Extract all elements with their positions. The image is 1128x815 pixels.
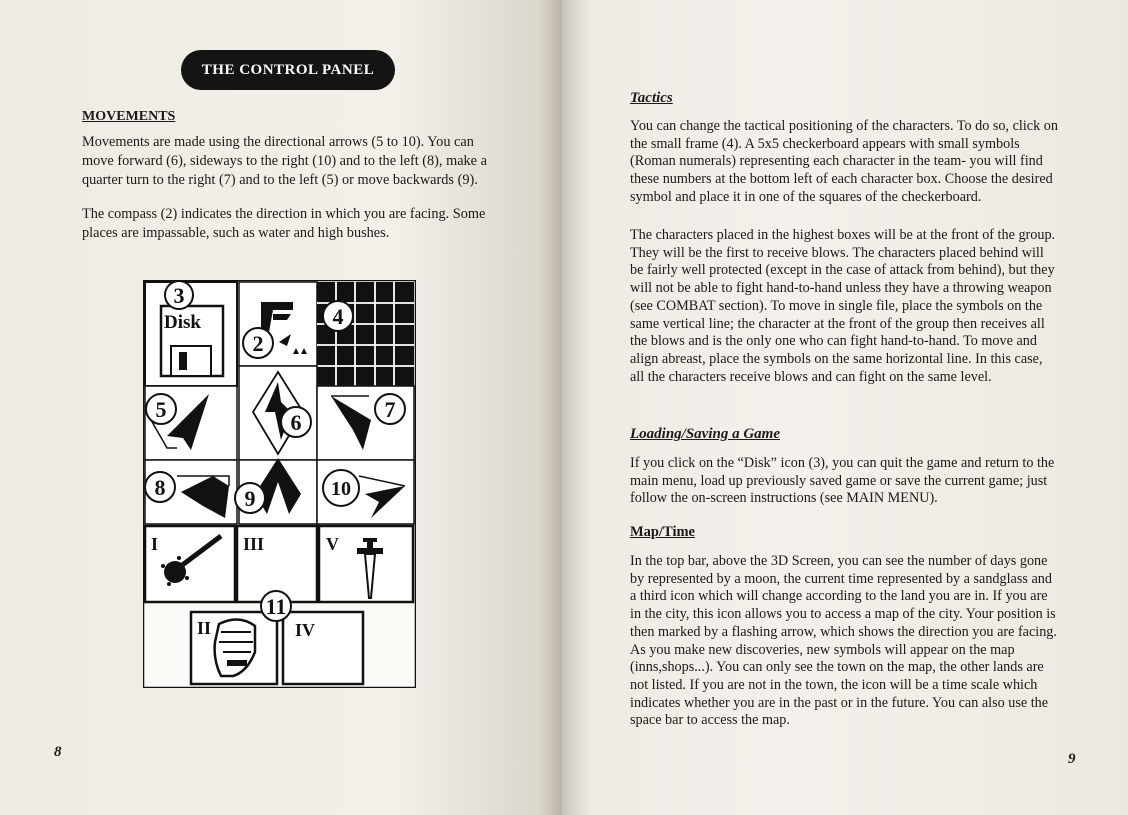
svg-text:II: II [197,618,212,638]
left-page [0,0,562,815]
tactics-heading: Tactics [630,90,673,106]
callout-7: 7 [384,397,396,422]
callout-8: 8 [154,475,166,500]
callout-2: 2 [252,331,264,356]
callout-10: 10 [331,478,351,500]
tactics-checkerboard-icon [317,282,414,386]
callout-4: 4 [332,304,344,329]
movements-heading: MOVEMENTS [82,109,176,124]
tactics-paragraph-2: The characters placed in the highest boxes will be at the front of the group. They will be the first to receive blows. The characters placed behind will be fairly well protected (except in the case of attack from behind), but they will not be able to fight hand-to-hand unless they have a throwing weapon (see COMBAT section). To move in single file, place the symbols on the same vertical line; the character at the front of the group then receives all the blows and is the only one who can fight hand-to-hand. To move and align abreast, place the symbols on the same horizontal line. In this case, all the characters receive blows and can fight on the same level. [630,227,1056,385]
svg-text:I: I [151,534,159,554]
tactics-paragraph-1: You can change the tactical positioning of the characters. To do so, click on the small frame (4). A 5x5 checkerboard appears with small symbols (Roman numerals) representing each character in the team- you will find these numbers at the bottom left of each character box. Choose the desired symbol and place it in one of the squares of the checkerboard. [630,118,1058,205]
character-box-I [145,526,235,602]
map-time-heading: Map/Time [630,524,695,540]
callout-3: 3 [173,283,185,308]
svg-text:IV: IV [295,620,316,640]
loading-saving-heading: Loading/Saving a Game [630,426,781,442]
control-panel-illustration [143,280,416,688]
compass-paragraph: The compass (2) indicates the direction in which you are facing. Some places are impassable, such as water and high bushes. [82,206,486,241]
callout-9: 9 [244,486,256,511]
callout-5: 5 [155,397,167,422]
callout-11: 11 [265,594,287,619]
movements-paragraph: Movements are made using the directional arrows (5 to 10). You can move forward (6), sideways to the right (10) and to the left (8), make a quarter turn to the right (7) and to the left (5) or move backwards (9). [82,134,487,188]
page-number-left: 8 [54,744,62,760]
disk-label: Disk [164,312,201,333]
callout-6: 6 [290,410,302,435]
character-box-IV [283,612,363,684]
svg-text:III: III [243,534,265,554]
svg-text:V: V [326,534,339,554]
character-box-II [191,612,277,684]
control-panel-banner: THE CONTROL PANEL [181,50,395,90]
map-time-paragraph: In the top bar, above the 3D Screen, you can see the number of days gone by represented by a moon, the current time represented by a sandglass and a third icon which will change according to the land you are in. If you are in the city, this icon allows you to access a map of the city. Your position is then marked by a flashing arrow, which shows the direction you are facing. As you make new discoveries, new symbols will appear on the map (inns,shops...). You can only see the town on the map, the other lands are not listed. If you are not in the town, the icon will be a time scale which indicates whether you are in the past or in the future. You can also use the space bar to access the map. [630,553,1057,729]
right-page [562,0,1128,815]
page-number-right: 9 [1068,751,1076,767]
loading-saving-paragraph: If you click on the “Disk” icon (3), you can quit the game and return to the main menu, load up previously saved game or save the current game; just follow the on-screen instructions (see MAIN MENU). [630,455,1055,507]
character-box-V [319,526,413,602]
